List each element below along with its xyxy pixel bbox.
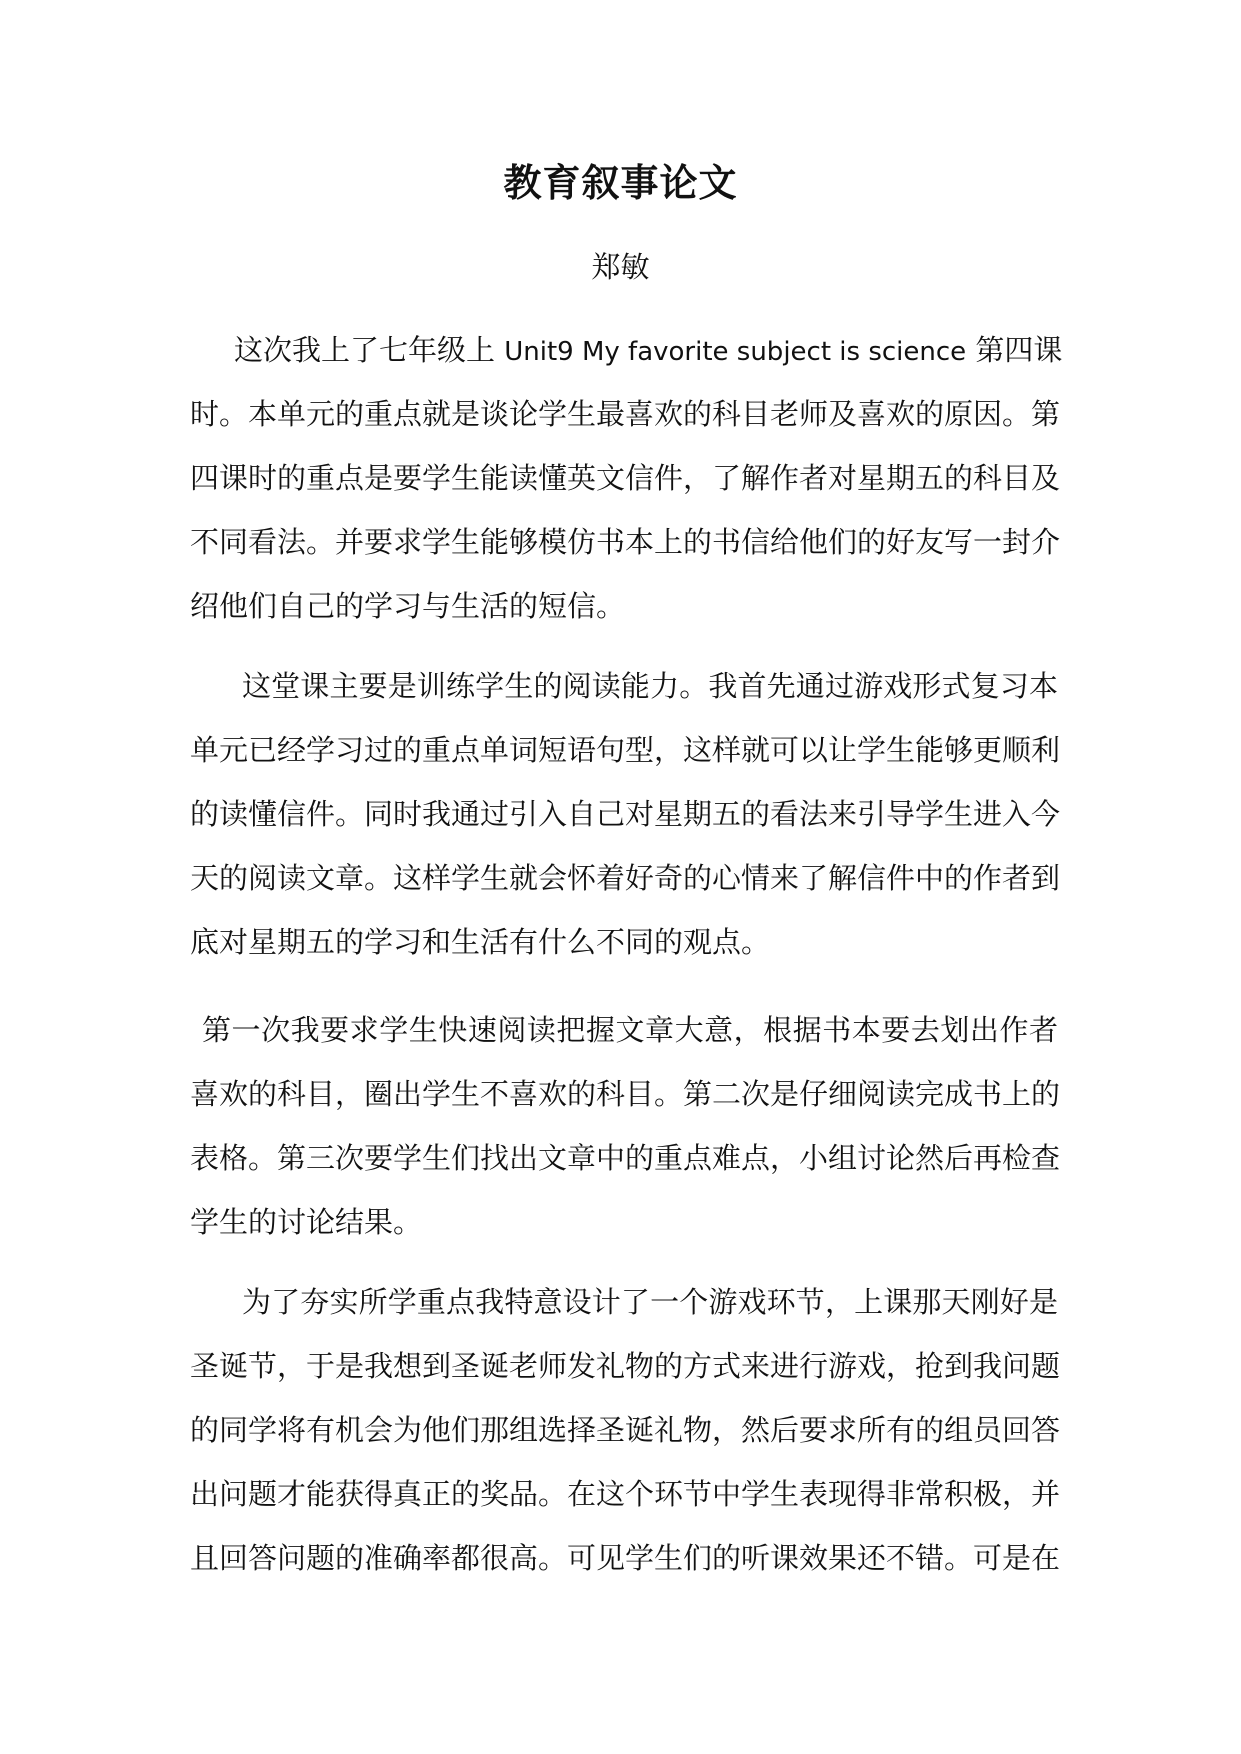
paragraph-line: 的同学将有机会为他们那组选择圣诞礼物，然后要求所有的组员回答	[190, 1413, 1061, 1447]
paragraph-line: 不同看法。并要求学生能够模仿书本上的书信给他们的好友写一封介	[190, 525, 1061, 559]
document-title: 教育叙事论文	[503, 160, 738, 205]
paragraph-line: 底对星期五的学习和生活有什么不同的观点。	[190, 925, 771, 959]
paragraph-line: 这堂课主要是训练学生的阅读能力。我首先通过游戏形式复习本	[242, 669, 1058, 703]
paragraph-line: 第一次我要求学生快速阅读把握文章大意，根据书本要去划出作者	[202, 1013, 1058, 1047]
paragraph-line: 喜欢的科目，圈出学生不喜欢的科目。第二次是仔细阅读完成书上的	[190, 1077, 1061, 1111]
paragraph-line: 且回答问题的准确率都很高。可见学生们的听课效果还不错。可是在	[190, 1541, 1061, 1575]
paragraph-line: 为了夯实所学重点我特意设计了一个游戏环节，上课那天刚好是	[242, 1285, 1058, 1319]
line-latin-text: Unit9 My favorite subject is science	[504, 337, 967, 367]
paragraph-line: 的读懂信件。同时我通过引入自己对星期五的看法来引导学生进入今	[190, 797, 1061, 831]
paragraph-line: 时。本单元的重点就是谈论学生最喜欢的科目老师及喜欢的原因。第	[190, 397, 1061, 431]
document-author: 郑敏	[591, 250, 650, 284]
line-text: 这次我上了七年级上	[234, 333, 505, 367]
paragraph-line	[190, 318, 1063, 382]
paragraph-line: 表格。第三次要学生们找出文章中的重点难点，小组讨论然后再检查	[190, 1141, 1061, 1175]
paragraph-line: 圣诞节，于是我想到圣诞老师发礼物的方式来进行游戏，抢到我问题	[190, 1349, 1061, 1383]
paragraph-line: 四课时的重点是要学生能读懂英文信件，了解作者对星期五的科目及	[190, 461, 1061, 495]
paragraph-4	[190, 1270, 1061, 1590]
paragraph-line: 单元已经学习过的重点单词短语句型，这样就可以让学生能够更顺利	[190, 733, 1061, 767]
paragraph-1	[190, 318, 1063, 638]
paragraph-line: 天的阅读文章。这样学生就会怀着好奇的心情来了解信件中的作者到	[190, 861, 1061, 895]
paragraph-3	[190, 998, 1061, 1254]
paragraph-line: 绍他们自己的学习与生活的短信。	[190, 589, 626, 623]
line-text-tail: 第四课	[966, 333, 1063, 367]
paragraph-2	[190, 654, 1061, 974]
paragraph-line: 学生的讨论结果。	[190, 1205, 423, 1239]
paragraph-line: 出问题才能获得真正的奖品。在这个环节中学生表现得非常积极，并	[190, 1477, 1061, 1511]
